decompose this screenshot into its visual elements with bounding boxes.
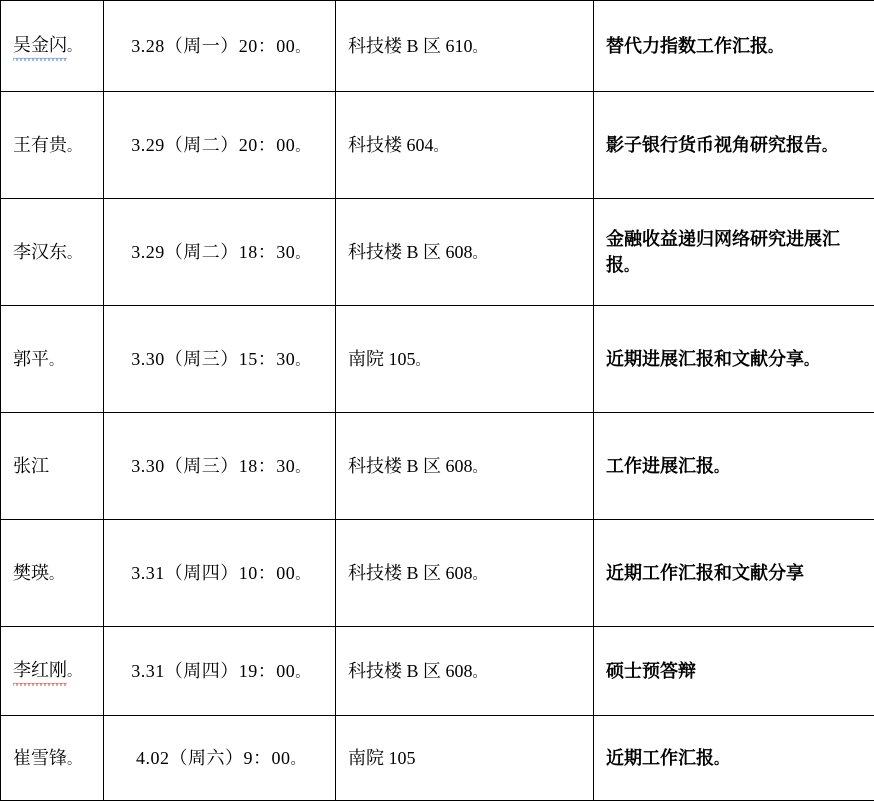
cell-time bbox=[104, 520, 336, 627]
time-mark: 。 bbox=[295, 666, 310, 681]
time-mark: 。 bbox=[291, 753, 306, 768]
cell-location bbox=[336, 520, 594, 627]
location-mark: 。 bbox=[434, 140, 448, 155]
location-text: 南院 105 bbox=[348, 349, 416, 369]
name-mark: 。 bbox=[67, 140, 81, 155]
table-row bbox=[1, 520, 874, 627]
location-text: 科技楼 B 区 608 bbox=[348, 242, 473, 262]
cell-time bbox=[104, 92, 336, 199]
time-text: 3.31（周四）19：00 bbox=[131, 661, 295, 681]
cell-speaker-name bbox=[1, 306, 104, 413]
cell-location bbox=[336, 199, 594, 306]
topic-mark: 。 bbox=[822, 140, 836, 155]
location-text: 科技楼 B 区 608 bbox=[348, 661, 473, 681]
table-row bbox=[1, 199, 874, 306]
topic-text: 工作进展汇报 bbox=[606, 456, 714, 476]
topic-text: 金融收益递归网络研究进展汇报 bbox=[606, 229, 840, 275]
cell-time bbox=[104, 716, 336, 801]
table-row bbox=[1, 627, 874, 716]
cell-speaker-name bbox=[1, 92, 104, 199]
time-mark: 。 bbox=[295, 41, 310, 56]
table-row bbox=[1, 306, 874, 413]
time-text: 3.31（周四）10：00 bbox=[131, 563, 295, 583]
cell-location bbox=[336, 716, 594, 801]
speaker-name-text: 张江 bbox=[13, 456, 49, 476]
speaker-name-text: 郭平 bbox=[13, 349, 49, 369]
location-mark: 。 bbox=[473, 461, 487, 476]
table-body bbox=[1, 1, 874, 801]
speaker-name-text: 樊瑛 bbox=[13, 563, 49, 583]
location-mark: 。 bbox=[473, 568, 487, 583]
speaker-name-text: 王有贵 bbox=[13, 135, 67, 155]
cell-location bbox=[336, 413, 594, 520]
cell-topic bbox=[594, 306, 874, 413]
name-mark: 。 bbox=[49, 354, 63, 369]
cell-time bbox=[104, 627, 336, 716]
cell-location bbox=[336, 306, 594, 413]
cell-speaker-name bbox=[1, 199, 104, 306]
speaker-name-text: 李汉东 bbox=[13, 242, 67, 262]
cell-topic bbox=[594, 627, 874, 716]
topic-mark: 。 bbox=[714, 461, 728, 476]
cell-topic bbox=[594, 413, 874, 520]
time-text: 3.30（周三）18：30 bbox=[131, 456, 295, 476]
cell-location bbox=[336, 92, 594, 199]
location-text: 科技楼 B 区 608 bbox=[348, 563, 473, 583]
cell-time bbox=[104, 1, 336, 92]
topic-mark: 。 bbox=[804, 354, 818, 369]
cell-time bbox=[104, 199, 336, 306]
time-mark: 。 bbox=[295, 568, 310, 583]
cell-location bbox=[336, 1, 594, 92]
topic-mark: 。 bbox=[768, 41, 782, 56]
cell-topic bbox=[594, 1, 874, 92]
cell-speaker-name bbox=[1, 716, 104, 801]
time-mark: 。 bbox=[295, 247, 310, 262]
time-text: 3.29（周二）18：30 bbox=[131, 242, 295, 262]
speaker-name-text: 吴金闪 bbox=[13, 32, 67, 60]
cell-speaker-name bbox=[1, 520, 104, 627]
cell-topic bbox=[594, 199, 874, 306]
time-text: 3.30（周三）15：30 bbox=[131, 349, 295, 369]
time-mark: 。 bbox=[295, 354, 310, 369]
location-text: 南院 105 bbox=[348, 748, 416, 768]
topic-text: 替代力指数工作汇报 bbox=[606, 36, 768, 56]
location-text: 科技楼 604 bbox=[348, 135, 434, 155]
name-mark: 。 bbox=[67, 40, 81, 55]
location-mark: 。 bbox=[473, 666, 487, 681]
cell-time bbox=[104, 413, 336, 520]
location-text: 科技楼 B 区 610 bbox=[348, 36, 473, 56]
name-mark: 。 bbox=[67, 753, 81, 768]
location-text: 科技楼 B 区 608 bbox=[348, 456, 473, 476]
location-mark: 。 bbox=[416, 354, 430, 369]
time-text: 3.28（周一）20：00 bbox=[131, 36, 295, 56]
time-mark: 。 bbox=[295, 461, 310, 476]
cell-location bbox=[336, 627, 594, 716]
topic-text: 影子银行货币视角研究报告 bbox=[606, 135, 822, 155]
topic-text: 近期工作汇报 bbox=[606, 748, 714, 768]
time-mark: 。 bbox=[295, 140, 310, 155]
cell-topic bbox=[594, 92, 874, 199]
cell-speaker-name bbox=[1, 627, 104, 716]
table-row bbox=[1, 413, 874, 520]
table-row bbox=[1, 716, 874, 801]
topic-text: 近期工作汇报和文献分享 bbox=[606, 563, 804, 583]
speaker-name-text: 李红刚 bbox=[13, 657, 67, 685]
location-mark: 。 bbox=[473, 41, 487, 56]
time-text: 4.02（周六）9：00 bbox=[136, 748, 291, 768]
topic-mark: 。 bbox=[624, 260, 638, 275]
time-text: 3.29（周二）20：00 bbox=[131, 135, 295, 155]
topic-text: 硕士预答辩 bbox=[606, 661, 696, 681]
table-row bbox=[1, 1, 874, 92]
table-row bbox=[1, 92, 874, 199]
topic-mark: 。 bbox=[714, 753, 728, 768]
cell-speaker-name bbox=[1, 413, 104, 520]
name-mark: 。 bbox=[67, 247, 81, 262]
topic-text: 近期进展汇报和文献分享 bbox=[606, 349, 804, 369]
name-mark: 。 bbox=[67, 665, 81, 680]
name-mark: 。 bbox=[49, 568, 63, 583]
location-mark: 。 bbox=[473, 247, 487, 262]
cell-speaker-name bbox=[1, 1, 104, 92]
speaker-name-text: 崔雪锋 bbox=[13, 748, 67, 768]
cell-topic bbox=[594, 716, 874, 801]
cell-time bbox=[104, 306, 336, 413]
cell-topic bbox=[594, 520, 874, 627]
